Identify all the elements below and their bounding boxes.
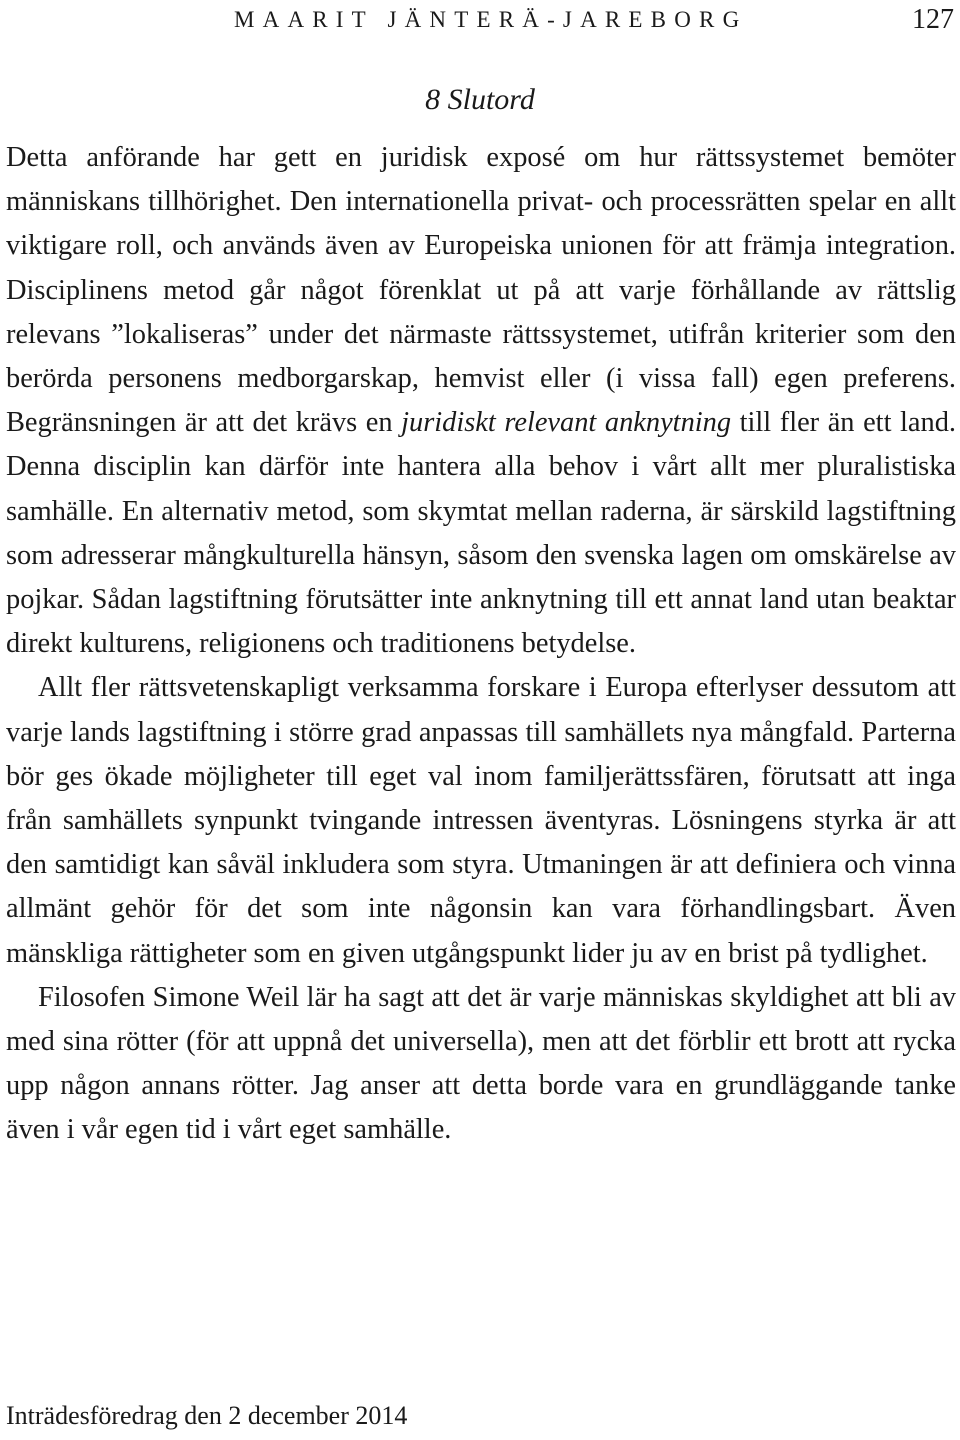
paragraph-2: Allt fler rättsvetenskapligt verksamma forskare i Europa efterlyser dessutom att varje lands lagstiftning i större grad anpassas till samhällets nya mångfald. Parterna bör ges ökade möjligheter till eget val inom familjerättssfären, förutsatt att inga från samhällets synpunkt tvingande intressen äventyras. Lösningens styrka är att den samtidigt kan såväl inkludera som styra. Utmaningen är att definiera och vinna allmänt gehör för det som inte någonsin kan vara förhandlingsbart. Även mänskliga rättigheter som en given utgångspunkt lider ju av en brist på tydlighet. <box>6 672 956 969</box>
page-number: 127 <box>912 4 954 35</box>
body-text <box>6 136 956 1153</box>
paragraph-1-after: till fler än ett land. Denna disciplin kan därför inte hantera alla behov i vårt allt mer pluralistiska samhälle. En alternativ metod, som skymtat mellan raderna, är särskild lagstiftning som adresserar mångkulturella hänsyn, såsom den svenska lagen om omskärelse av pojkar. Sådan lagstiftning förutsätter inte anknytning till ett annat land utan beaktar direkt kulturens, religionens och traditionens betydelse. <box>6 407 957 660</box>
footer-note: Inträdesföredrag den 2 december 2014 <box>6 1401 408 1430</box>
paragraph-1 <box>6 136 956 666</box>
paragraph-1-before: Detta anförande har gett en juridisk exposé om hur rättssystemet bemöter människans tillhörighet. Den internationella privat- och processrätten spelar en allt viktigare roll, och används även av Europeiska unionen för att främja integration. Disciplinens metod går något förenklat ut på att varje förhållande av rättslig relevans ”lokaliseras” under det närmaste rättssystemet, utifrån kriterier som den berörda personens medborgarskap, hemvist eller (i vissa fall) egen preferens. Begränsningen är att det krävs en <box>6 142 956 439</box>
paragraph-1-emphasis: juridiskt relevant anknytning <box>401 407 732 439</box>
section-title: 8 Slutord <box>425 83 535 116</box>
author-name: MAARIT JÄNTERÄ-JAREBORG <box>234 7 748 32</box>
running-head <box>0 0 960 44</box>
paragraph-3: Filosofen Simone Weil lär ha sagt att det är varje människas skyldighet att bli av med sina rötter (för att uppnå det universella), men att det förblir ett brott att rycka upp någon annans rötter. Jag anser att detta borde vara en grundläggande tanke även i vår egen tid i vårt eget samhälle. <box>6 981 956 1146</box>
